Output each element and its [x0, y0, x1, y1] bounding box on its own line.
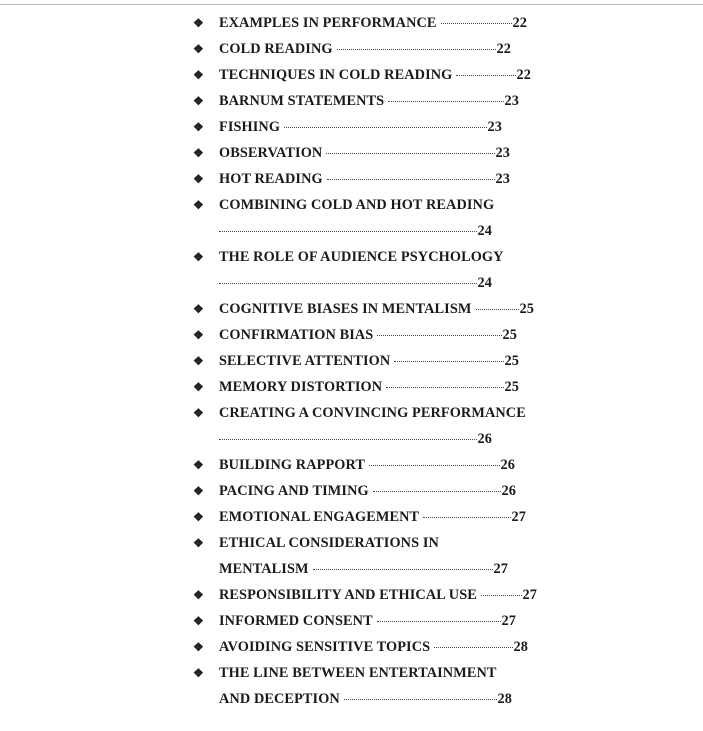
diamond-bullet-icon: ❖ [193, 510, 204, 524]
toc-entry-page: 23 [495, 145, 510, 161]
dot-leader [434, 645, 512, 648]
toc-entry-page: 24 [477, 275, 492, 291]
dot-leader [373, 489, 501, 492]
toc-entry[interactable] [0, 88, 703, 114]
dot-leader [481, 593, 522, 596]
toc-entry-title: EMOTIONAL ENGAGEMENT [219, 509, 420, 525]
diamond-bullet-icon: ❖ [193, 42, 204, 56]
diamond-bullet-icon: ❖ [193, 458, 204, 472]
dot-leader [423, 515, 510, 518]
toc-entry[interactable] [0, 62, 703, 88]
toc-entry-title: ETHICAL CONSIDERATIONS IN [219, 535, 439, 551]
toc-entry-page: 23 [487, 119, 502, 135]
toc-entry-page: 26 [501, 483, 516, 499]
toc-entry-title: COLD READING [219, 41, 333, 57]
toc-entry-page: 23 [504, 93, 519, 109]
toc-entry[interactable] [0, 452, 703, 478]
toc-entry-page: 27 [501, 613, 516, 629]
diamond-bullet-icon: ❖ [193, 172, 204, 186]
toc-entry[interactable] [0, 374, 703, 400]
dot-leader [369, 463, 499, 466]
dot-leader [337, 47, 496, 50]
toc-entry-page: 25 [502, 327, 517, 343]
toc-entry[interactable] [0, 634, 703, 660]
dot-leader [219, 229, 477, 232]
toc-entry-title: CREATING A CONVINCING PERFORMANCE [219, 405, 526, 421]
toc-entry-title-continued: MENTALISM [219, 561, 309, 577]
toc-entry[interactable] [0, 348, 703, 374]
diamond-bullet-icon: ❖ [193, 198, 204, 212]
diamond-bullet-icon: ❖ [193, 380, 204, 394]
toc-entry-title: THE ROLE OF AUDIENCE PSYCHOLOGY [219, 249, 504, 265]
dot-leader [388, 99, 503, 102]
dot-leader [326, 151, 494, 154]
toc-entry-page: 25 [504, 379, 519, 395]
toc-entry-page: 27 [511, 509, 526, 525]
toc-entry-page: 25 [504, 353, 519, 369]
toc-entry[interactable] [0, 10, 703, 36]
toc-entry[interactable] [0, 244, 703, 270]
toc-entry[interactable] [0, 166, 703, 192]
dot-leader [377, 619, 501, 622]
toc-entry-title: COGNITIVE BIASES IN MENTALISM [219, 301, 472, 317]
toc-entry-page: 22 [512, 15, 527, 31]
toc-entry[interactable] [0, 478, 703, 504]
toc-entry-title: BARNUM STATEMENTS [219, 93, 385, 109]
toc-entry[interactable] [0, 660, 703, 686]
toc-entry[interactable] [0, 192, 703, 218]
toc-entry-title: EXAMPLES IN PERFORMANCE [219, 15, 437, 31]
diamond-bullet-icon: ❖ [193, 250, 204, 264]
diamond-bullet-icon: ❖ [193, 16, 204, 30]
dot-leader [344, 697, 497, 700]
toc-entry-page: 28 [497, 691, 512, 707]
toc-entry[interactable] [0, 530, 703, 556]
toc-entry[interactable] [0, 296, 703, 322]
toc-entry-continuation[interactable] [0, 426, 703, 452]
toc-entry-page: 22 [496, 41, 511, 57]
toc-entry[interactable] [0, 140, 703, 166]
diamond-bullet-icon: ❖ [193, 302, 204, 316]
toc-entry-title: THE LINE BETWEEN ENTERTAINMENT [219, 665, 497, 681]
toc-entry-continuation[interactable] [0, 686, 703, 712]
dot-leader [327, 177, 495, 180]
toc-entry-page: 22 [516, 67, 531, 83]
toc-entry-page: 26 [500, 457, 515, 473]
diamond-bullet-icon: ❖ [193, 666, 204, 680]
dot-leader [441, 21, 512, 24]
toc-entry-continuation[interactable] [0, 556, 703, 582]
dot-leader [456, 73, 515, 76]
diamond-bullet-icon: ❖ [193, 354, 204, 368]
dot-leader [476, 307, 519, 310]
diamond-bullet-icon: ❖ [193, 406, 204, 420]
diamond-bullet-icon: ❖ [193, 484, 204, 498]
diamond-bullet-icon: ❖ [193, 120, 204, 134]
toc-entry-page: 28 [513, 639, 528, 655]
diamond-bullet-icon: ❖ [193, 68, 204, 82]
toc-entry-title: MEMORY DISTORTION [219, 379, 383, 395]
dot-leader [219, 437, 477, 440]
toc-entry-page: 27 [493, 561, 508, 577]
toc-entry-title: CONFIRMATION BIAS [219, 327, 374, 343]
toc-entry-title: PACING AND TIMING [219, 483, 369, 499]
dot-leader [386, 385, 503, 388]
toc-entry-page: 25 [519, 301, 534, 317]
toc-entry[interactable] [0, 504, 703, 530]
diamond-bullet-icon: ❖ [193, 536, 204, 550]
toc-entry-title: TECHNIQUES IN COLD READING [219, 67, 453, 83]
toc-entry-title: AVOIDING SENSITIVE TOPICS [219, 639, 431, 655]
toc-entry[interactable] [0, 400, 703, 426]
diamond-bullet-icon: ❖ [193, 94, 204, 108]
toc-entry-title: BUILDING RAPPORT [219, 457, 366, 473]
toc-entry-title-continued: AND DECEPTION [219, 691, 340, 707]
toc-entry[interactable] [0, 582, 703, 608]
dot-leader [284, 125, 486, 128]
toc-entry-title: FISHING [219, 119, 281, 135]
diamond-bullet-icon: ❖ [193, 328, 204, 342]
toc-entry[interactable] [0, 114, 703, 140]
toc-entry[interactable] [0, 608, 703, 634]
dot-leader [219, 281, 477, 284]
toc-entry-page: 27 [522, 587, 537, 603]
toc-entry-continuation[interactable] [0, 218, 703, 244]
toc-entry-title: HOT READING [219, 171, 323, 187]
toc-entry-title: INFORMED CONSENT [219, 613, 373, 629]
toc-entry-continuation[interactable] [0, 270, 703, 296]
dot-leader [313, 567, 493, 570]
dot-leader [377, 333, 501, 336]
toc-entry[interactable] [0, 36, 703, 62]
toc-entry-title: SELECTIVE ATTENTION [219, 353, 391, 369]
diamond-bullet-icon: ❖ [193, 588, 204, 602]
diamond-bullet-icon: ❖ [193, 146, 204, 160]
toc-entry-title: OBSERVATION [219, 145, 323, 161]
diamond-bullet-icon: ❖ [193, 640, 204, 654]
toc-entry-title: RESPONSIBILITY AND ETHICAL USE [219, 587, 477, 603]
diamond-bullet-icon: ❖ [193, 614, 204, 628]
toc-entry-page: 23 [495, 171, 510, 187]
toc-entry-title: COMBINING COLD AND HOT READING [219, 197, 495, 213]
toc-entry-page: 26 [477, 431, 492, 447]
toc-entry-page: 24 [477, 223, 492, 239]
dot-leader [394, 359, 503, 362]
toc-entry[interactable] [0, 322, 703, 348]
